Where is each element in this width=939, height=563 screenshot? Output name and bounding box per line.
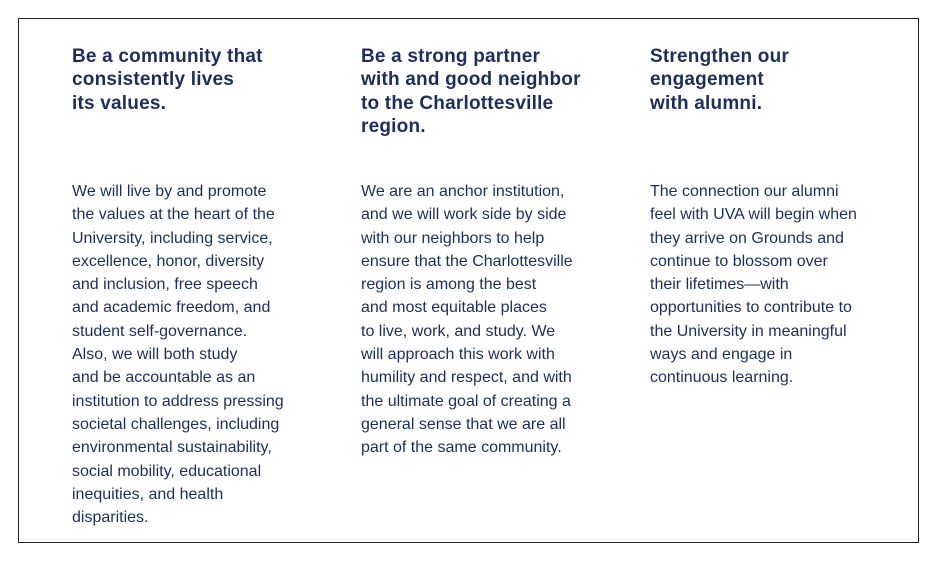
column-charlottesville-partner — [361, 45, 606, 457]
column-body: We are an anchor institution, and we will work side by side with our neighbors to help ensure that the Charlottesville region is among the best and most equitable places to live, work, and study. We will approach this work with humility and respect, and with the ultimate goal of creating a general sense that we are all part of the same community. — [361, 183, 573, 457]
column-body: We will live by and promote the values at the heart of the University, including service, excellence, honor, diversity and inclusion, free speech and academic freedom, and student self-governance. Also, we will both study and be accountable as an institution to address pressing societal challenges, including environmental sustainability, social mobility, educational inequities, and health disparities. — [72, 183, 284, 527]
column-heading: Strengthen our engagement with alumni. — [650, 46, 789, 114]
column-body: The connection our alumni feel with UVA will begin when they arrive on Grounds and continue to blossom over their lifetimes—with opportunities to contribute to the University in meaningful ways and engage in continuous learning. — [650, 183, 857, 387]
column-heading: Be a strong partner with and good neighbor to the Charlottesville region. — [361, 46, 581, 137]
column-alumni-engagement — [650, 45, 895, 387]
content-frame — [18, 18, 919, 543]
column-community-values — [72, 45, 317, 527]
column-heading: Be a community that consistently lives its values. — [72, 46, 263, 114]
